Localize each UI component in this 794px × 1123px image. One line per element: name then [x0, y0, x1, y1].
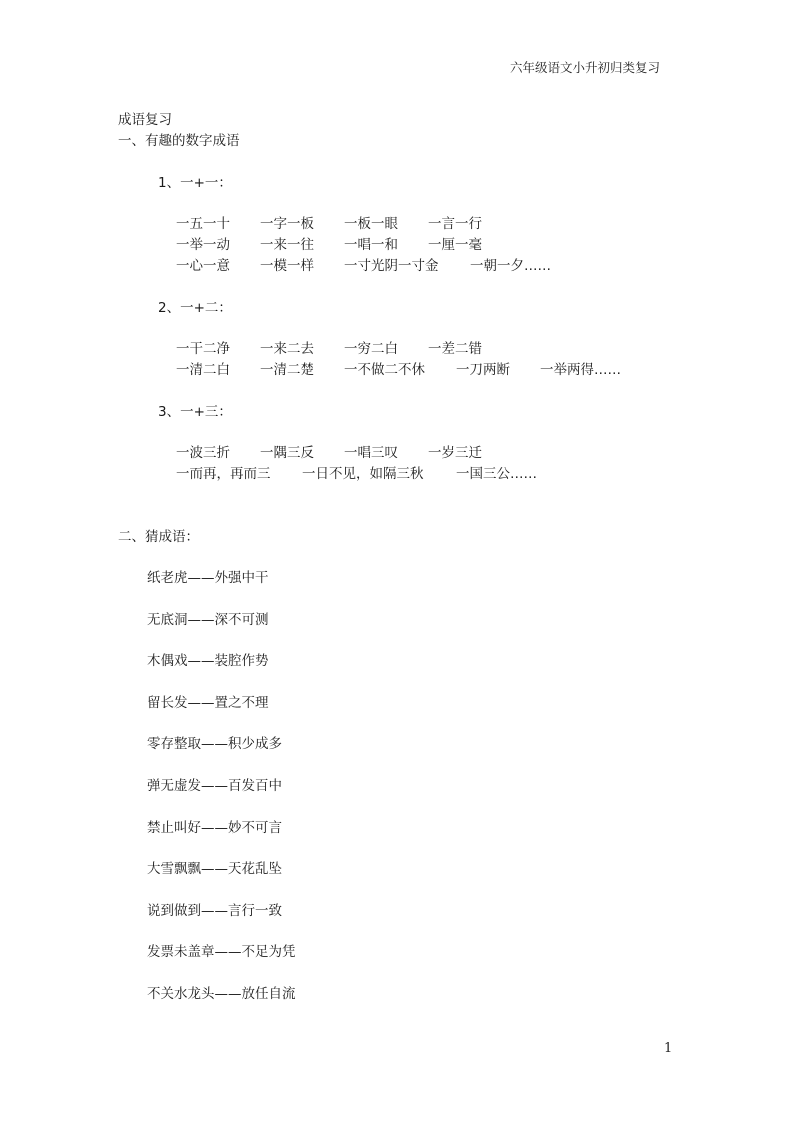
idiom: 一寸光阴一寸金: [344, 258, 439, 274]
idiom: 一不做二不休: [344, 362, 425, 378]
idiom: 一唱三叹: [344, 445, 398, 461]
group2-label: 2、一+二：: [158, 300, 232, 316]
riddle-item: 留长发——置之不理: [147, 695, 269, 711]
idiom: 一隅三反: [260, 445, 314, 461]
section2-heading: 二、猜成语：: [118, 529, 199, 545]
riddle-item: 木偶戏——装腔作势: [147, 653, 269, 669]
idiom: 一刀两断: [456, 362, 510, 378]
idiom: 一来二去: [260, 341, 314, 357]
idiom: 一日不见，如隔三秋: [302, 466, 424, 482]
idiom: 一五一十: [176, 216, 230, 232]
riddle-item: 禁止叫好——妙不可言: [147, 820, 282, 836]
page-number: 1: [664, 1041, 673, 1056]
group1-label: 1、一+一：: [158, 175, 232, 191]
idiom: 一干二净: [176, 341, 230, 357]
page-header: 六年级语文小升初归类复习: [510, 60, 661, 75]
idiom: 一举两得……: [540, 362, 621, 378]
idiom: 一清二楚: [260, 362, 314, 378]
section1-heading: 一、有趣的数字成语: [118, 133, 240, 149]
idiom: 一举一动: [176, 237, 230, 253]
idiom: 一来一往: [260, 237, 314, 253]
riddle-item: 不关水龙头——放任自流: [147, 986, 296, 1002]
idiom: 一唱一和: [344, 237, 398, 253]
group3-label: 3、一+三：: [158, 404, 232, 420]
riddle-item: 发票未盖章——不足为凭: [147, 944, 296, 960]
riddle-item: 零存整取——积少成多: [147, 736, 282, 752]
riddle-item: 说到做到——言行一致: [147, 903, 282, 919]
idiom: 一差二错: [428, 341, 482, 357]
idiom: 一岁三迁: [428, 445, 482, 461]
idiom: 一模一样: [260, 258, 314, 274]
idiom: 一厘一毫: [428, 237, 482, 253]
doc-title: 成语复习: [118, 112, 172, 128]
idiom: 一清二白: [176, 362, 230, 378]
idiom: 一字一板: [260, 216, 314, 232]
idiom: 一心一意: [176, 258, 230, 274]
riddle-item: 弹无虚发——百发百中: [147, 778, 282, 794]
riddle-item: 无底洞——深不可测: [147, 612, 269, 628]
header-rule: [118, 80, 678, 81]
idiom: 一板一眼: [344, 216, 398, 232]
idiom: 一穷二白: [344, 341, 398, 357]
riddle-item: 大雪飘飘——天花乱坠: [147, 861, 282, 877]
idiom: 一波三折: [176, 445, 230, 461]
idiom: 一言一行: [428, 216, 482, 232]
idiom: 一朝一夕……: [470, 258, 551, 274]
idiom: 一国三公……: [456, 466, 537, 482]
idiom: 一而再，再而三: [176, 466, 271, 482]
riddle-item: 纸老虎——外强中干: [147, 570, 269, 586]
